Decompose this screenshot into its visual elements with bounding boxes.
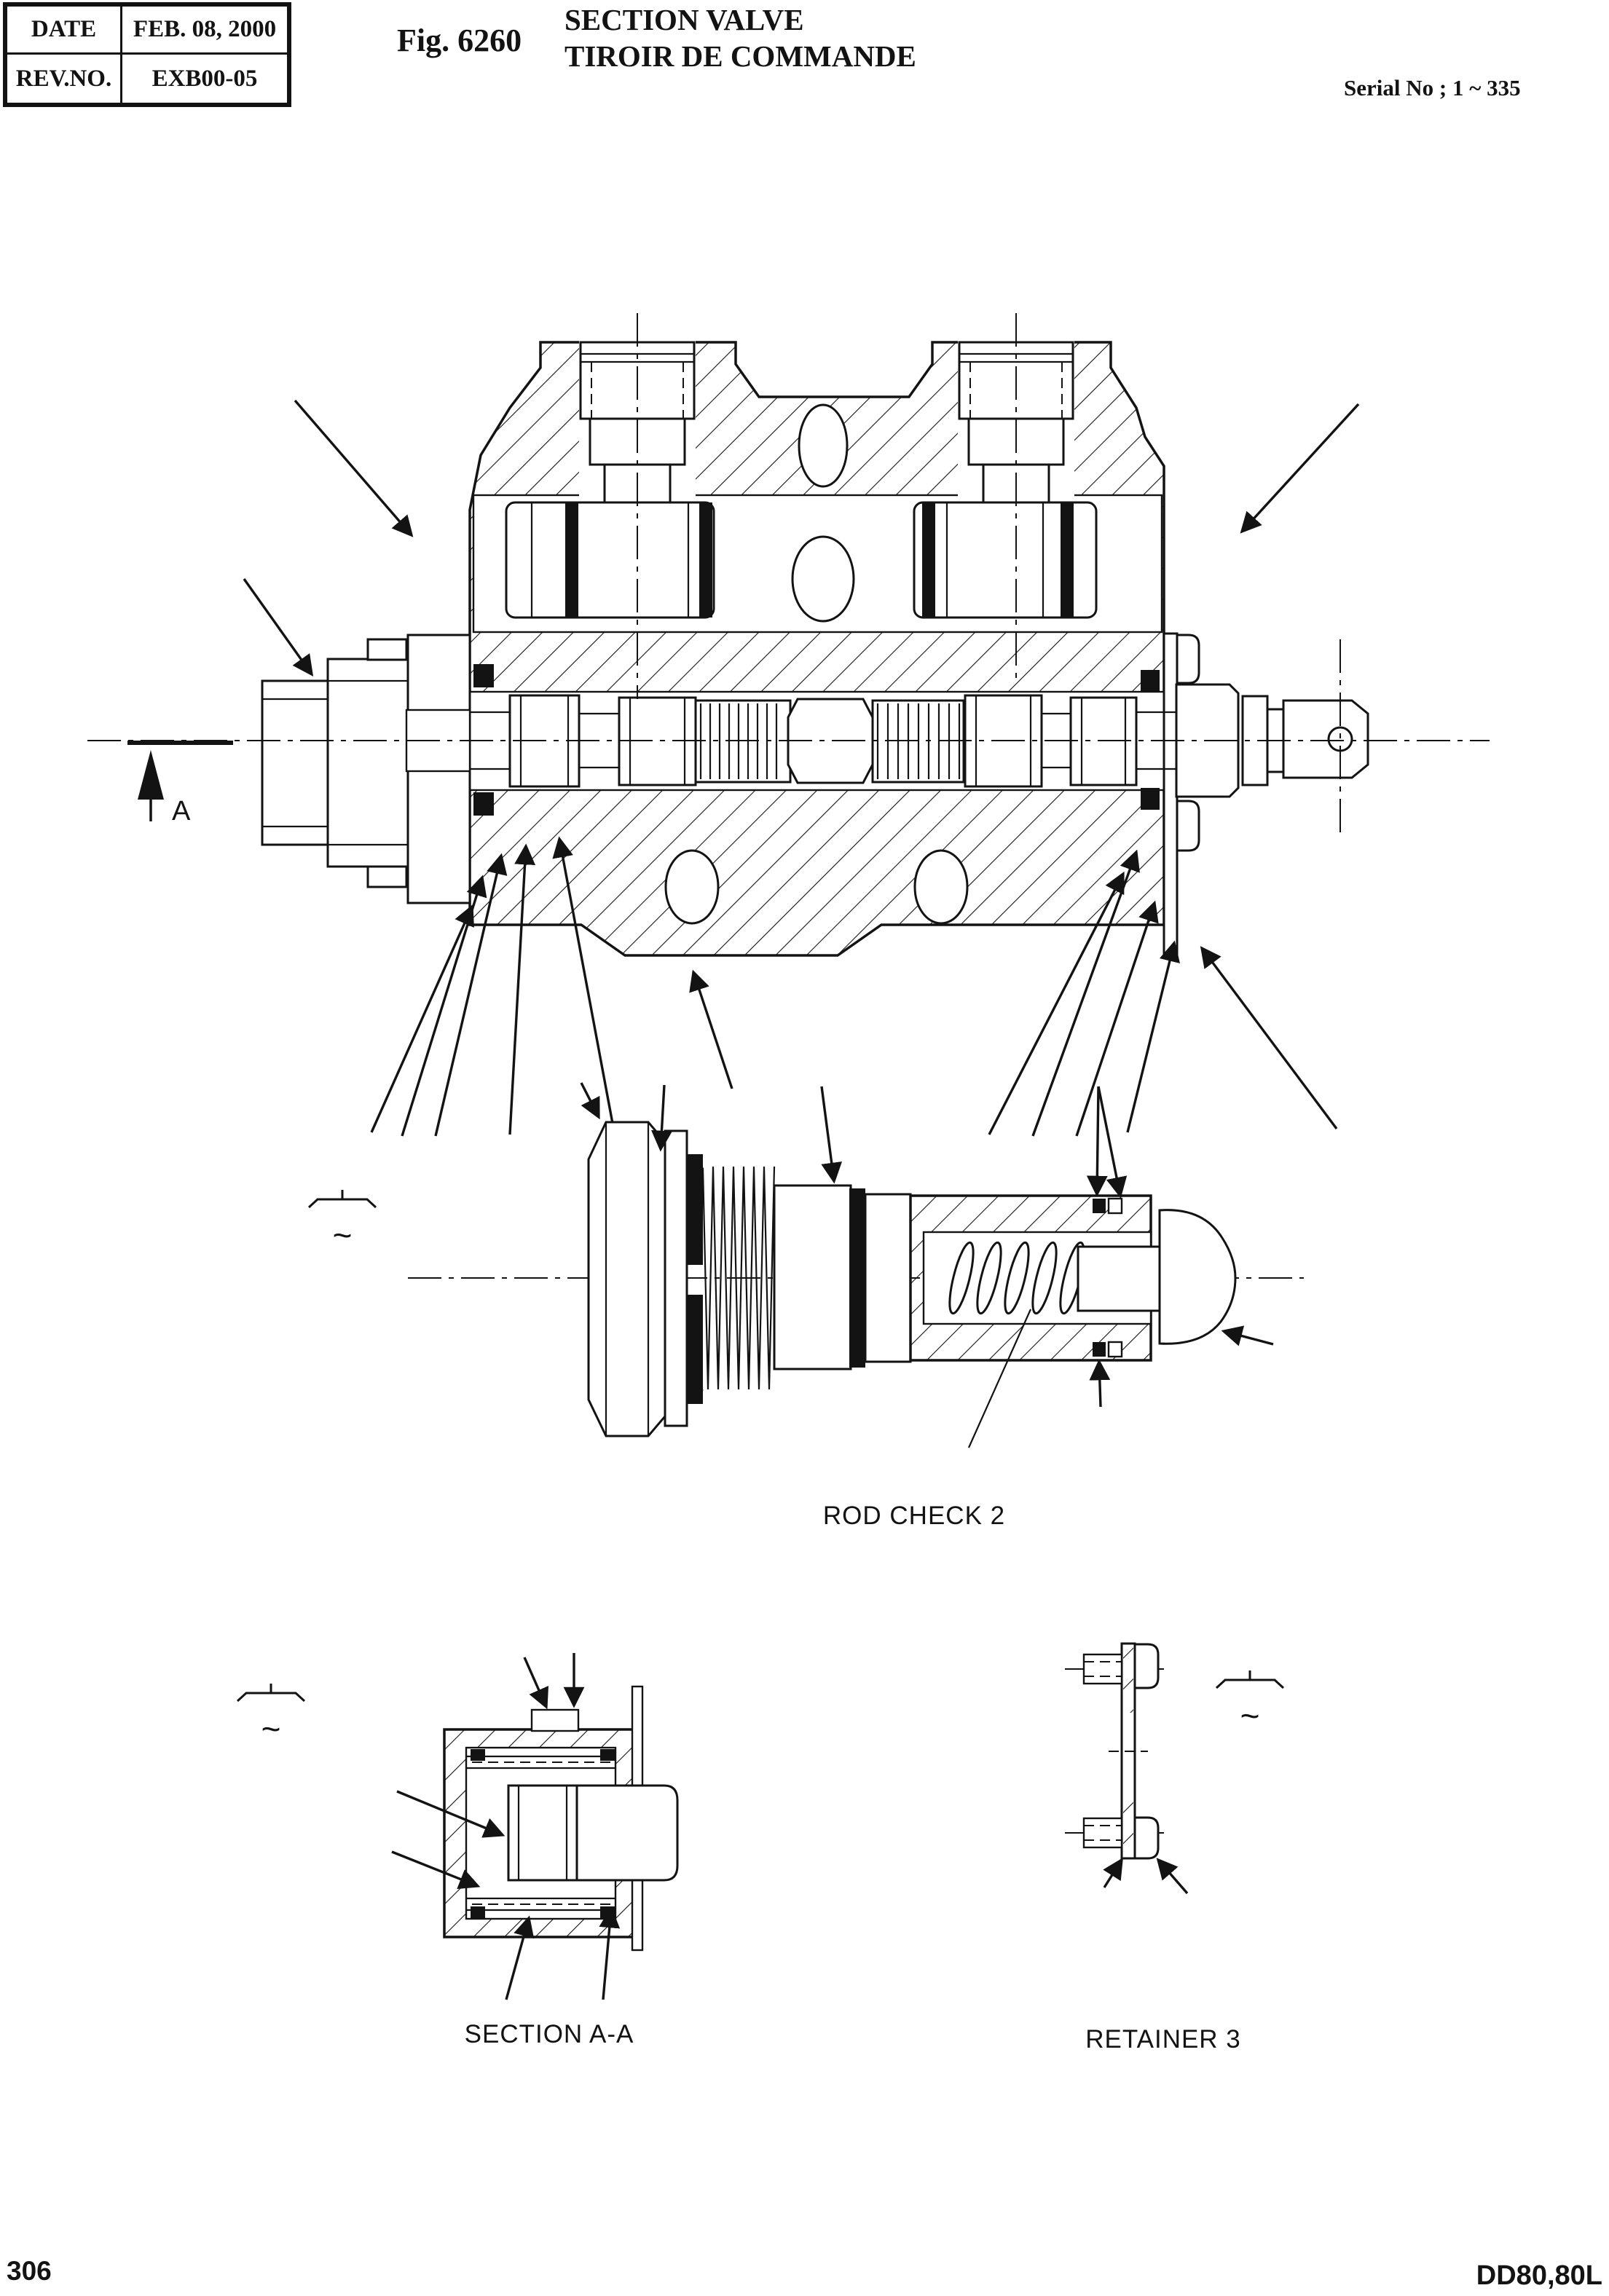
section-plane-marker bbox=[127, 743, 233, 827]
group-bracket-symbol bbox=[237, 1684, 304, 1701]
page-number: 306 bbox=[7, 2256, 52, 2286]
tilde-symbol: ~ bbox=[261, 1710, 281, 1748]
leader-arrows-retainer bbox=[1104, 1860, 1187, 1893]
right-flange-and-clevis bbox=[1164, 634, 1368, 954]
check-poppet bbox=[1160, 1210, 1235, 1344]
main-valve-section-drawing bbox=[87, 313, 1490, 1136]
rod-check-caption: ROD CHECK 2 bbox=[822, 1502, 1006, 1530]
upper-passage-oval bbox=[799, 405, 847, 486]
check-plug-oring bbox=[687, 1154, 703, 1265]
title-french: TIROIR DE COMMANDE bbox=[564, 39, 916, 73]
section-marker-letter: A bbox=[172, 796, 191, 827]
right-flange-plate bbox=[1164, 634, 1177, 954]
check-cartridge-body bbox=[774, 1186, 851, 1369]
gallery-ball bbox=[792, 537, 854, 621]
date-label: DATE bbox=[7, 7, 122, 55]
cartridge-oring bbox=[849, 1188, 865, 1368]
date-value: FEB. 08, 2000 bbox=[122, 7, 287, 55]
serial-range: Serial No ; 1 ~ 335 bbox=[1344, 75, 1521, 100]
check-plug-hex-head bbox=[589, 1122, 665, 1436]
model-code: DD80,80L bbox=[1476, 2260, 1602, 2291]
tilde-symbol: ~ bbox=[332, 1216, 353, 1254]
aa-top-boss bbox=[532, 1710, 578, 1731]
clevis-end bbox=[1283, 701, 1368, 778]
group-bracket-symbol bbox=[1216, 1670, 1283, 1688]
section-aa-caption: SECTION A-A bbox=[464, 2020, 634, 2048]
title-english: SECTION VALVE bbox=[564, 3, 804, 36]
section-aa-drawing bbox=[237, 1653, 677, 2048]
aa-shaft bbox=[577, 1786, 677, 1880]
figure-number: Fig. 6260 bbox=[397, 23, 522, 58]
retainer-drawing bbox=[1065, 1644, 1283, 2054]
rod-check-drawing bbox=[309, 1083, 1304, 1530]
revno-label: REV.NO. bbox=[7, 55, 122, 103]
drain-passage-left bbox=[666, 851, 718, 923]
drain-passage-right bbox=[915, 851, 967, 923]
retainer-caption: RETAINER 3 bbox=[1085, 2025, 1241, 2054]
group-bracket-symbol bbox=[309, 1190, 376, 1207]
tilde-symbol: ~ bbox=[1240, 1697, 1260, 1735]
revno-value: EXB00-05 bbox=[152, 65, 258, 92]
check-plug-flange bbox=[665, 1131, 687, 1426]
